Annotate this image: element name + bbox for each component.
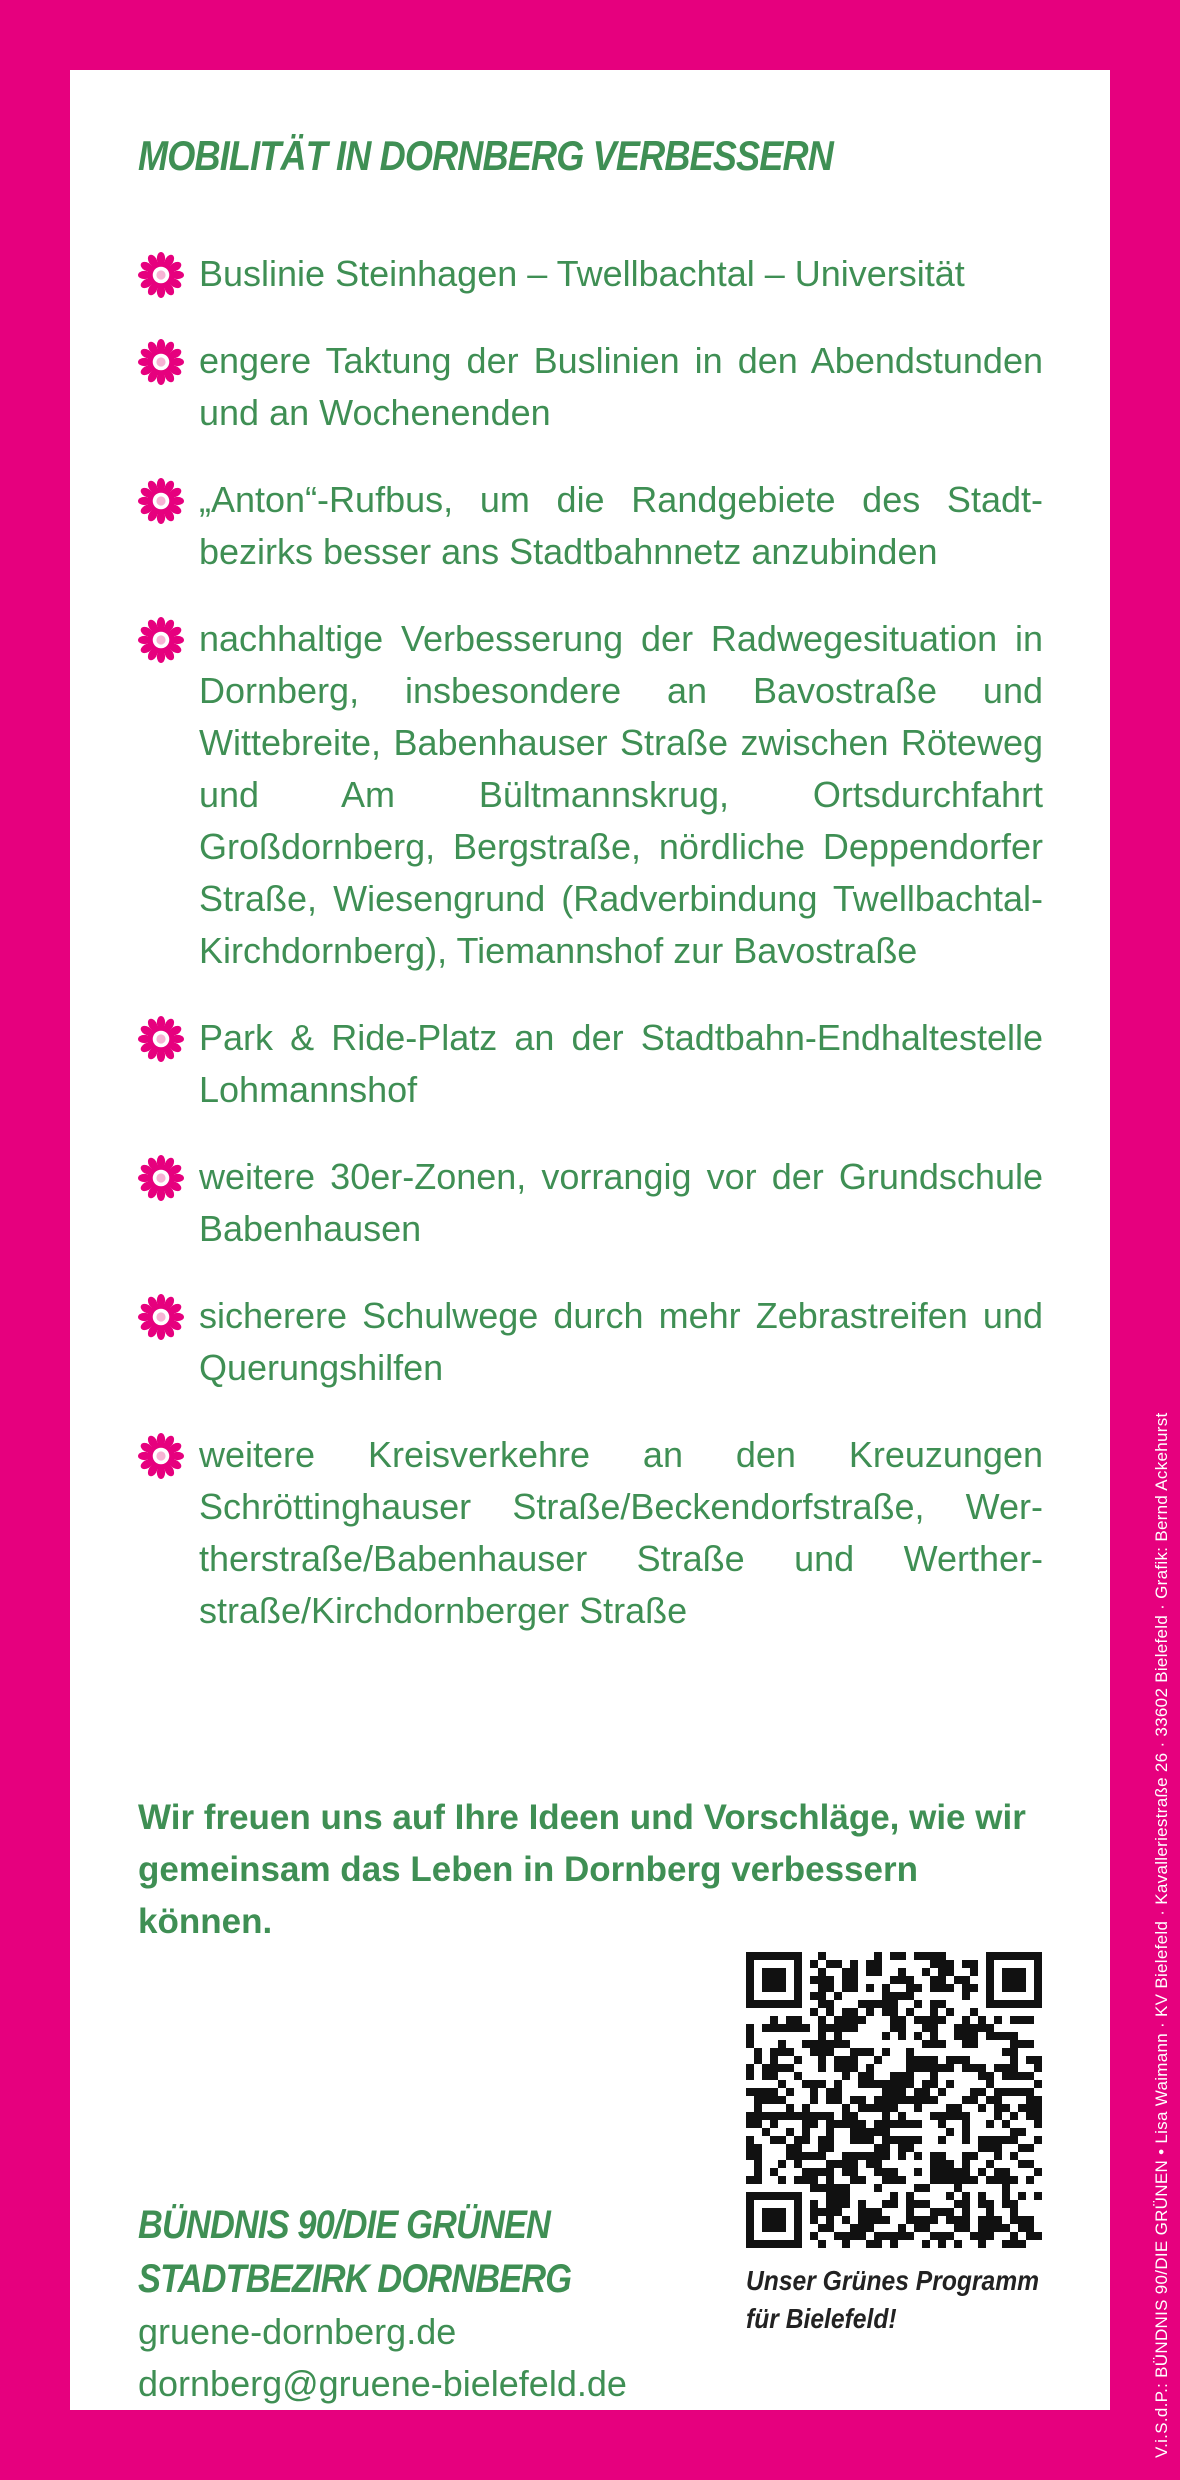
website-link[interactable]: gruene-dornberg.de: [138, 2311, 457, 2352]
sunflower-icon: [138, 1294, 184, 1340]
qr-caption: [746, 2262, 1045, 2338]
sunflower-icon: [138, 1155, 184, 1201]
list-item-text: nachhaltige Verbesserung der Radwegesituation in Dornberg, insbesondere an Bavostraße und Wittebreite, Babenhauser Straße zwischen Röteweg und Am Bültmannskrug, Ortsdurchfahrt Großdornberg, Bergstraße, nördliche Deppendorfer Straße, Wiesengrund (Radverbindung Twellbachtal-Kirchdornberg), Tiemannshof zur Bavostraße: [199, 618, 1043, 971]
list-item-text: Park & Ride-Platz an der Stadtbahn-Endhaltestelle Lohmannshof: [199, 1017, 1043, 1110]
sunflower-icon: [138, 252, 184, 298]
sunflower-icon: [138, 339, 184, 385]
list-item: [138, 335, 1043, 439]
org-name: BÜNDNIS 90/DIE GRÜNEN: [138, 2203, 551, 2247]
list-item: [138, 474, 1043, 578]
sunflower-icon: [138, 478, 184, 524]
list-item: [138, 613, 1043, 977]
email-link[interactable]: dornberg@gruene-bielefeld.de: [138, 2363, 627, 2404]
flyer-card: [70, 70, 1110, 2410]
list-item-text: sicherere Schulwege durch mehr Zebrastreifen und Querungshilfen: [199, 1295, 1043, 1388]
imprint-text: V.i.S.d.P.: BÜNDNIS 90/DIE GRÜNEN • Lisa Waimann · KV Bielefeld · Kavalleriestraße 26 · 33602 Bielefeld · Grafik: Bernd Ackehurst: [1152, 1412, 1171, 2458]
org-district: STADTBEZIRK DORNBERG: [138, 2257, 572, 2301]
section-heading: MOBILITÄT IN DORNBERG VERBESSERN: [138, 132, 833, 179]
qr-caption-line-1: Unser Grünes Programm: [746, 2265, 1040, 2296]
closing-statement: Wir freuen uns auf Ihre Ideen und Vorschläge, wie wir gemeinsam das Leben in Dornberg verbessern können.: [138, 1798, 1026, 1941]
list-item-text: weitere Kreisverkehre an den Kreuzungen Schröttinghauser Straße/Beckendorfstraße, Wertherstraße/Babenhauser Straße und Wertherstraße/Kirchdornberger Straße: [199, 1434, 1043, 1631]
list-item: [138, 1290, 1043, 1394]
sunflower-icon: [138, 1016, 184, 1062]
list-item-text: Buslinie Steinhagen – Twellbachtal – Universität: [199, 253, 965, 294]
list-item-text: „Anton“-Rufbus, um die Randgebiete des Stadtbezirks besser ans Stadtbahnnetz anzubinden: [199, 479, 1043, 572]
mobility-list: [138, 248, 1043, 1672]
list-item-text: weitere 30er-Zonen, vorrangig vor der Grundschule Babenhausen: [199, 1156, 1043, 1249]
list-item: [138, 1429, 1043, 1637]
list-item: [138, 248, 1043, 300]
qr-caption-line-2: für Bielefeld!: [746, 2303, 897, 2334]
sunflower-icon: [138, 1433, 184, 1479]
list-item-text: engere Taktung der Buslinien in den Abendstunden und an Wochenenden: [199, 340, 1043, 433]
sunflower-icon: [138, 617, 184, 663]
organization-block: [138, 2198, 698, 2410]
qr-code-icon[interactable]: [746, 1952, 1042, 2248]
list-item: [138, 1151, 1043, 1255]
list-item: [138, 1012, 1043, 1116]
